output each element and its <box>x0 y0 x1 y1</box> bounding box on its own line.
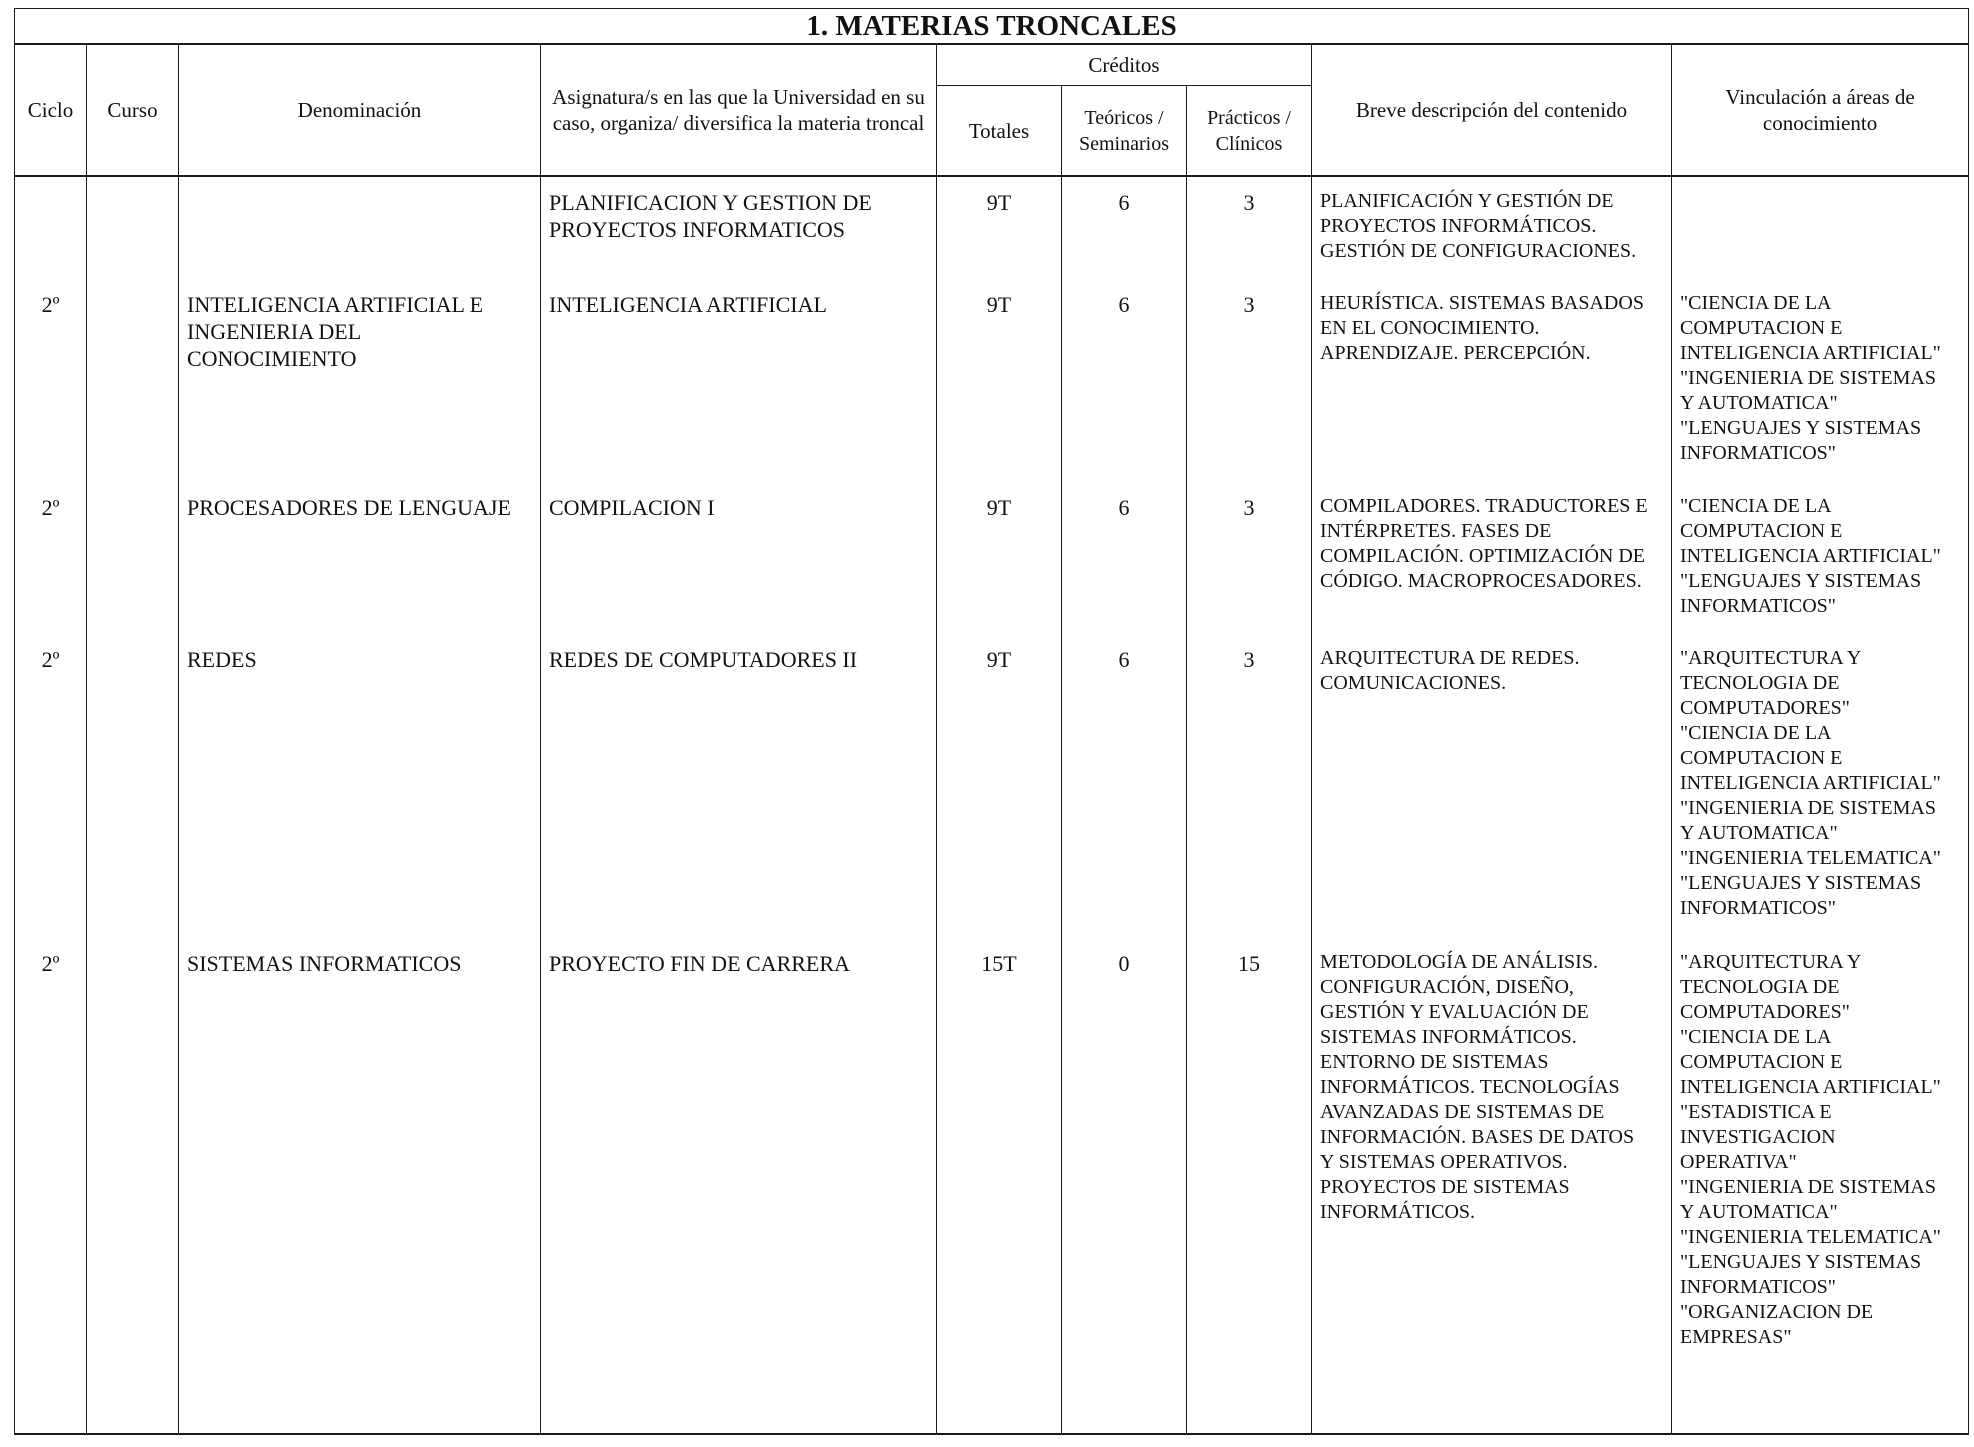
document-page <box>14 8 1968 1434</box>
descripcion-line: GESTIÓN DE CONFIGURACIONES. <box>1320 240 1637 262</box>
cell-descripcion <box>1312 279 1672 482</box>
area-line: EMPRESAS" <box>1680 1326 1792 1348</box>
header-totales: Totales <box>937 86 1062 176</box>
descripcion-line: AVANZADAS DE SISTEMAS DE <box>1320 1101 1605 1123</box>
area-line: "ESTADISTICA E <box>1680 1101 1832 1123</box>
descripcion-line: CÓDIGO. MACROPROCESADORES. <box>1320 570 1642 592</box>
cell-descripcion <box>1312 176 1672 279</box>
cell-ciclo: 2º <box>15 938 87 1434</box>
cell-curso <box>87 279 179 482</box>
descripcion-line: COMUNICACIONES. <box>1320 672 1507 694</box>
cell-descripcion <box>1312 938 1672 1434</box>
descripcion-line: SISTEMAS INFORMÁTICOS. <box>1320 1026 1577 1048</box>
descripcion-line: COMPILADORES. TRADUCTORES E <box>1320 495 1648 517</box>
header-vinculacion: Vinculación a áreas de conocimiento <box>1672 44 1969 176</box>
cell-totales: 15T <box>937 938 1062 1434</box>
cell-descripcion <box>1312 482 1672 634</box>
cell-vinculacion <box>1672 938 1969 1434</box>
area-line: COMPUTADORES" <box>1680 1001 1850 1023</box>
area-line: "CIENCIA DE LA <box>1680 1026 1832 1048</box>
area-line: "INGENIERIA DE SISTEMAS <box>1680 1176 1936 1198</box>
area-line: "CIENCIA DE LA <box>1680 495 1832 517</box>
area-line: INTELIGENCIA ARTIFICIAL" <box>1680 342 1941 364</box>
table-row <box>15 634 1969 938</box>
cell-totales: 9T <box>937 176 1062 279</box>
area-line: "INGENIERIA TELEMATICA" <box>1680 1226 1941 1248</box>
descripcion-line: ENTORNO DE SISTEMAS <box>1320 1051 1549 1073</box>
cell-asignatura: INTELIGENCIA ARTIFICIAL <box>541 279 937 482</box>
table-title: 1. MATERIAS TRONCALES <box>15 9 1969 45</box>
header-descripcion: Breve descripción del contenido <box>1312 44 1672 176</box>
area-line: "INGENIERIA DE SISTEMAS <box>1680 797 1936 819</box>
area-line: "CIENCIA DE LA <box>1680 722 1832 744</box>
area-line: INFORMATICOS" <box>1680 1276 1836 1298</box>
descripcion-line: INFORMÁTICOS. <box>1320 1201 1476 1223</box>
cell-asignatura: REDES DE COMPUTADORES II <box>541 634 937 938</box>
area-line: INTELIGENCIA ARTIFICIAL" <box>1680 772 1941 794</box>
area-line: COMPUTACION E <box>1680 1051 1843 1073</box>
cell-practicos: 3 <box>1187 634 1312 938</box>
area-line: INTELIGENCIA ARTIFICIAL" <box>1680 1076 1941 1098</box>
area-line: INTELIGENCIA ARTIFICIAL" <box>1680 545 1941 567</box>
area-line: COMPUTACION E <box>1680 317 1843 339</box>
header-creditos: Créditos <box>937 44 1312 86</box>
area-line: "INGENIERIA TELEMATICA" <box>1680 847 1941 869</box>
area-line: TECNOLOGIA DE <box>1680 976 1840 998</box>
area-line: "LENGUAJES Y SISTEMAS <box>1680 417 1922 439</box>
header-denominacion: Denominación <box>179 44 541 176</box>
table-row <box>15 938 1969 1434</box>
descripcion-line: PROYECTOS INFORMÁTICOS. <box>1320 215 1597 237</box>
header-practicos: Prácticos / Clínicos <box>1187 86 1312 176</box>
area-line: INVESTIGACION <box>1680 1126 1836 1148</box>
header-teoricos: Teóricos / Seminarios <box>1062 86 1187 176</box>
cell-descripcion <box>1312 634 1672 938</box>
cell-vinculacion <box>1672 482 1969 634</box>
area-line: TECNOLOGIA DE <box>1680 672 1840 694</box>
header-asignatura: Asignatura/s en las que la Universidad en su caso, organiza/ diversifica la materia troncal <box>541 44 937 176</box>
cell-totales: 9T <box>937 279 1062 482</box>
cell-practicos: 3 <box>1187 482 1312 634</box>
cell-curso <box>87 176 179 279</box>
area-line: INFORMATICOS" <box>1680 442 1836 464</box>
cell-ciclo <box>15 176 87 279</box>
table-row <box>15 279 1969 482</box>
area-line: "ORGANIZACION DE <box>1680 1301 1874 1323</box>
area-line: "ARQUITECTURA Y <box>1680 951 1862 973</box>
cell-denominacion: SISTEMAS INFORMATICOS <box>179 938 541 1434</box>
descripcion-line: COMPILACIÓN. OPTIMIZACIÓN DE <box>1320 545 1645 567</box>
descripcion-line: EN EL CONOCIMIENTO. <box>1320 317 1540 339</box>
descripcion-line: CONFIGURACIÓN, DISEÑO, <box>1320 976 1574 998</box>
table-row <box>15 176 1969 279</box>
table-row <box>15 482 1969 634</box>
cell-denominacion: INTELIGENCIA ARTIFICIAL E INGENIERIA DEL CONOCIMIENTO <box>179 279 541 482</box>
descripcion-line: HEURÍSTICA. SISTEMAS BASADOS <box>1320 292 1644 314</box>
cell-ciclo: 2º <box>15 482 87 634</box>
area-line: "INGENIERIA DE SISTEMAS <box>1680 367 1936 389</box>
cell-teoricos: 6 <box>1062 176 1187 279</box>
area-line: "ARQUITECTURA Y <box>1680 647 1862 669</box>
cell-curso <box>87 482 179 634</box>
descripcion-line: Y SISTEMAS OPERATIVOS. <box>1320 1151 1568 1173</box>
materias-table <box>14 8 1969 1435</box>
area-line: "LENGUAJES Y SISTEMAS <box>1680 570 1922 592</box>
cell-practicos: 15 <box>1187 938 1312 1434</box>
cell-teoricos: 0 <box>1062 938 1187 1434</box>
area-line: OPERATIVA" <box>1680 1151 1797 1173</box>
area-line: "LENGUAJES Y SISTEMAS <box>1680 1251 1922 1273</box>
area-line: INFORMATICOS" <box>1680 897 1836 919</box>
descripcion-line: APRENDIZAJE. PERCEPCIÓN. <box>1320 342 1591 364</box>
descripcion-line: INFORMACIÓN. BASES DE DATOS <box>1320 1126 1635 1148</box>
cell-totales: 9T <box>937 482 1062 634</box>
cell-ciclo: 2º <box>15 634 87 938</box>
cell-asignatura: PROYECTO FIN DE CARRERA <box>541 938 937 1434</box>
cell-asignatura: PLANIFICACION Y GESTION DE PROYECTOS INFORMATICOS <box>541 176 937 279</box>
descripcion-line: ARQUITECTURA DE REDES. <box>1320 647 1580 669</box>
descripcion-line: INTÉRPRETES. FASES DE <box>1320 520 1552 542</box>
cell-curso <box>87 634 179 938</box>
cell-ciclo: 2º <box>15 279 87 482</box>
header-curso: Curso <box>87 44 179 176</box>
area-line: Y AUTOMATICA" <box>1680 1201 1838 1223</box>
cell-teoricos: 6 <box>1062 279 1187 482</box>
cell-denominacion <box>179 176 541 279</box>
cell-vinculacion <box>1672 634 1969 938</box>
area-line: COMPUTADORES" <box>1680 697 1850 719</box>
area-line: "LENGUAJES Y SISTEMAS <box>1680 872 1922 894</box>
area-line: Y AUTOMATICA" <box>1680 392 1838 414</box>
cell-asignatura: COMPILACION I <box>541 482 937 634</box>
cell-teoricos: 6 <box>1062 634 1187 938</box>
cell-denominacion: REDES <box>179 634 541 938</box>
area-line: COMPUTACION E <box>1680 520 1843 542</box>
cell-teoricos: 6 <box>1062 482 1187 634</box>
table-body <box>15 176 1969 1434</box>
descripcion-line: PLANIFICACIÓN Y GESTIÓN DE <box>1320 190 1614 212</box>
descripcion-line: METODOLOGÍA DE ANÁLISIS. <box>1320 951 1598 973</box>
descripcion-line: INFORMÁTICOS. TECNOLOGÍAS <box>1320 1076 1620 1098</box>
area-line: INFORMATICOS" <box>1680 595 1836 617</box>
area-line: COMPUTACION E <box>1680 747 1843 769</box>
header-ciclo: Ciclo <box>15 44 87 176</box>
area-line: "CIENCIA DE LA <box>1680 292 1832 314</box>
descripcion-line: GESTIÓN Y EVALUACIÓN DE <box>1320 1001 1589 1023</box>
cell-vinculacion <box>1672 279 1969 482</box>
descripcion-line: PROYECTOS DE SISTEMAS <box>1320 1176 1570 1198</box>
cell-denominacion: PROCESADORES DE LENGUAJE <box>179 482 541 634</box>
cell-totales: 9T <box>937 634 1062 938</box>
cell-practicos: 3 <box>1187 279 1312 482</box>
area-line: Y AUTOMATICA" <box>1680 822 1838 844</box>
cell-vinculacion <box>1672 176 1969 279</box>
cell-practicos: 3 <box>1187 176 1312 279</box>
cell-curso <box>87 938 179 1434</box>
